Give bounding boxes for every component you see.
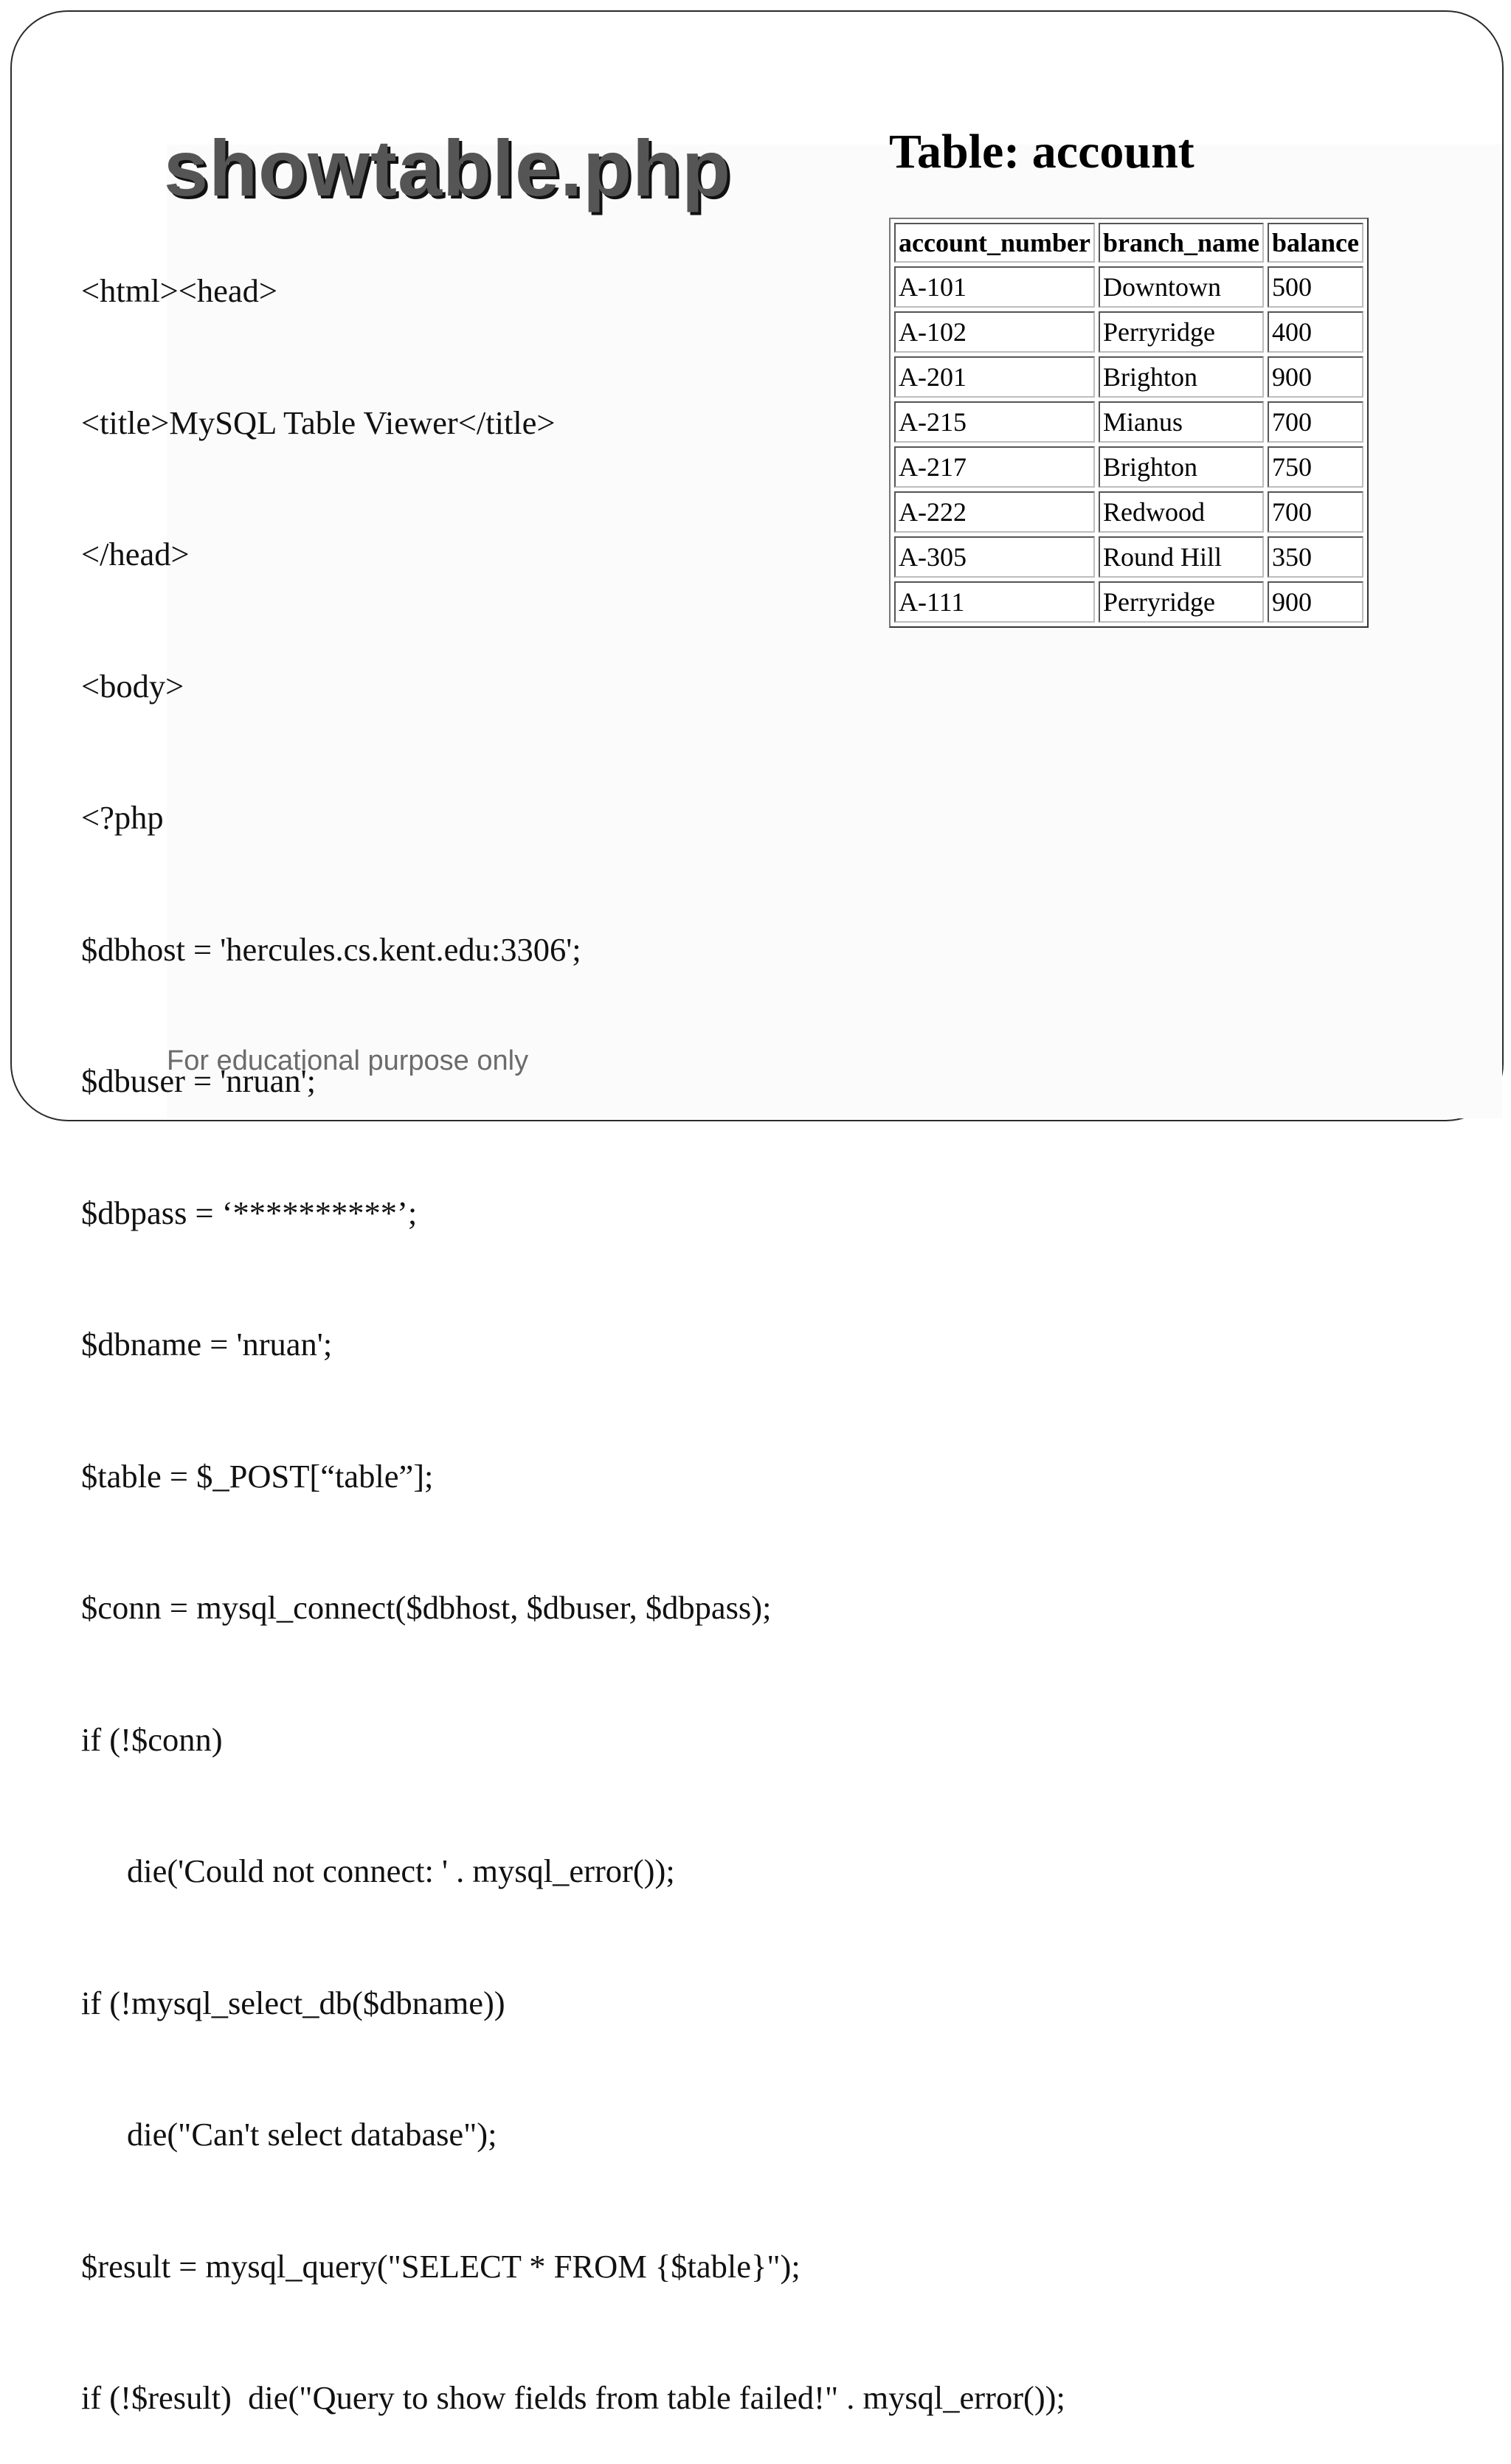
table-header-row (894, 223, 1363, 263)
branch-name-cell: Perryridge (1099, 311, 1264, 353)
account-number-cell: A-215 (894, 401, 1095, 443)
code-line: $table = $_POST[“table”]; (81, 1457, 434, 1495)
balance-cell: 400 (1268, 311, 1363, 353)
code-line: if (!$conn) (81, 1720, 223, 1758)
column-header-account-number: account_number (894, 223, 1095, 263)
code-line: <title>MySQL Table Viewer</title> (81, 404, 556, 441)
code-line: $result = mysql_query("SELECT * FROM {$table}"); (81, 2247, 801, 2285)
code-line: $dbname = 'nruan'; (81, 1326, 333, 1363)
code-line: die('Could not connect: ' . mysql_error()); (127, 1852, 675, 1889)
slide-title: showtable.php (164, 123, 731, 212)
code-line: <html><head> (81, 272, 277, 309)
account-number-cell: A-217 (894, 446, 1095, 488)
branch-name-cell: Perryridge (1099, 581, 1264, 623)
code-line: die("Can't select database"); (127, 2116, 497, 2153)
balance-cell: 700 (1268, 491, 1363, 533)
branch-name-cell: Downtown (1099, 266, 1264, 308)
code-line: $dbuser = 'nruan'; (81, 1062, 316, 1099)
balance-cell: 350 (1268, 536, 1363, 578)
branch-name-cell: Mianus (1099, 401, 1264, 443)
footer-note: For educational purpose only (167, 1045, 529, 1076)
table-row (894, 446, 1363, 488)
balance-cell: 700 (1268, 401, 1363, 443)
table-row (894, 401, 1363, 443)
code-line: <body> (81, 667, 184, 705)
code-line: $dbpass = ‘**********’; (81, 1194, 418, 1231)
balance-cell: 900 (1268, 356, 1363, 398)
balance-cell: 900 (1268, 581, 1363, 623)
branch-name-cell: Brighton (1099, 356, 1264, 398)
code-line: $conn = mysql_connect($dbhost, $dbuser, $dbpass); (81, 1589, 772, 1626)
code-line: </head> (81, 536, 190, 572)
code-line: $dbhost = 'hercules.cs.kent.edu:3306'; (81, 930, 581, 968)
column-header-branch-name: branch_name (1099, 223, 1264, 263)
code-line: <?php (81, 799, 164, 836)
column-header-balance: balance (1268, 223, 1363, 263)
code-line: if (!mysql_select_db($dbname)) (81, 1984, 505, 2021)
balance-cell: 750 (1268, 446, 1363, 488)
branch-name-cell: Brighton (1099, 446, 1264, 488)
table-row (894, 491, 1363, 533)
account-number-cell: A-201 (894, 356, 1095, 398)
balance-cell: 500 (1268, 266, 1363, 308)
branch-name-cell: Round Hill (1099, 536, 1264, 578)
account-number-cell: A-101 (894, 266, 1095, 308)
branch-name-cell: Redwood (1099, 491, 1264, 533)
table-row (894, 266, 1363, 308)
code-line: if (!$result) die("Query to show fields from table failed!" . mysql_error()); (81, 2379, 1065, 2416)
account-number-cell: A-222 (894, 491, 1095, 533)
account-table (889, 218, 1369, 628)
table-row (894, 536, 1363, 578)
table-row (894, 311, 1363, 353)
table-row (894, 356, 1363, 398)
account-number-cell: A-111 (894, 581, 1095, 623)
table-heading: Table: account (889, 125, 1194, 179)
table-row (894, 581, 1363, 623)
account-number-cell: A-305 (894, 536, 1095, 578)
account-number-cell: A-102 (894, 311, 1095, 353)
